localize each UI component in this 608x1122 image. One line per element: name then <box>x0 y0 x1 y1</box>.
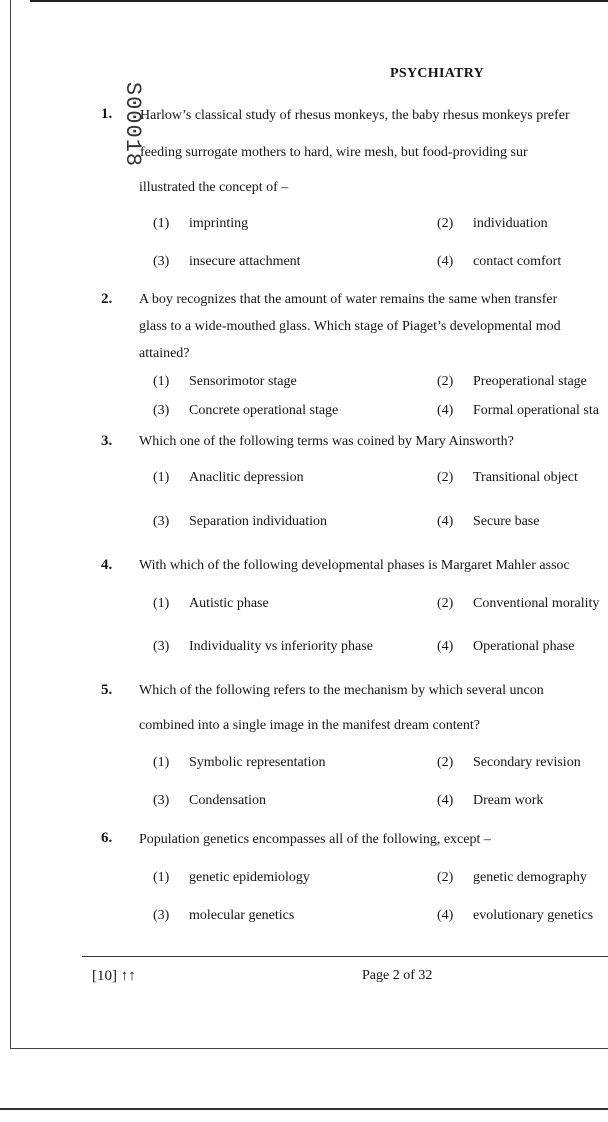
option-1[interactable] <box>153 755 325 771</box>
question-line: combined into a single image in the manifest dream content? <box>139 718 480 733</box>
question-line: With which of the following developmental phases is Margaret Mahler assoc <box>139 558 570 573</box>
question-line: feeding surrogate mothers to hard, wire mesh, but food-providing sur <box>140 145 528 160</box>
option-text: genetic epidemiology <box>189 870 310 885</box>
option-text: Secondary revision <box>473 755 581 770</box>
question-line: A boy recognizes that the amount of water remains the same when transfer <box>139 292 558 307</box>
serial-stamp: S00018 <box>120 81 146 168</box>
option-3[interactable] <box>153 254 301 270</box>
option-text: Conventional morality <box>473 596 600 611</box>
option-text: Symbolic representation <box>189 755 326 770</box>
option-text: Concrete operational stage <box>189 403 339 418</box>
option-2[interactable] <box>437 374 587 390</box>
option-3[interactable] <box>153 639 373 655</box>
question-number: 5. <box>101 682 113 698</box>
option-text: Sensorimotor stage <box>189 374 297 389</box>
option-text: Condensation <box>189 793 266 808</box>
question-number: 2. <box>101 291 113 307</box>
option-1[interactable] <box>153 470 304 486</box>
option-4[interactable] <box>437 908 593 924</box>
option-number: (3) <box>153 254 170 269</box>
option-text: individuation <box>473 216 548 231</box>
option-number: (4) <box>437 514 454 529</box>
option-number: (2) <box>437 216 454 231</box>
question-number: 1. <box>101 106 113 122</box>
option-number: (2) <box>437 870 454 885</box>
option-text: Transitional object <box>473 470 578 485</box>
option-number: (3) <box>153 908 170 923</box>
option-4[interactable] <box>437 254 561 270</box>
option-text: evolutionary genetics <box>473 908 594 923</box>
option-4[interactable] <box>437 403 599 419</box>
option-text: Separation individuation <box>189 514 328 529</box>
option-text: Operational phase <box>473 639 575 654</box>
option-text: genetic demography <box>473 870 587 885</box>
option-2[interactable] <box>437 755 581 771</box>
option-number: (2) <box>437 755 454 770</box>
question-line: Which one of the following terms was coined by Mary Ainsworth? <box>139 434 514 449</box>
question-line: Which of the following refers to the mechanism by which several uncon <box>139 683 544 698</box>
page-number: Page 2 of 32 <box>362 968 433 983</box>
option-4[interactable] <box>437 514 539 530</box>
option-3[interactable] <box>153 908 294 924</box>
option-3[interactable] <box>153 403 338 419</box>
option-4[interactable] <box>437 793 543 809</box>
option-number: (4) <box>437 403 454 418</box>
page-title: PSYCHIATRY <box>390 66 485 81</box>
option-4[interactable] <box>437 639 574 655</box>
bottom-scan-rule <box>0 1108 608 1110</box>
option-number: (1) <box>153 596 170 611</box>
option-2[interactable] <box>437 216 548 232</box>
option-1[interactable] <box>153 216 248 232</box>
question-line: attained? <box>139 346 190 361</box>
option-number: (3) <box>153 403 170 418</box>
question-line: Harlow’s classical study of rhesus monkeys, the baby rhesus monkeys prefer <box>140 108 570 123</box>
option-2[interactable] <box>437 470 578 486</box>
question-number: 6. <box>101 830 113 846</box>
option-text: molecular genetics <box>189 908 295 923</box>
option-number: (3) <box>153 514 170 529</box>
option-3[interactable] <box>153 514 327 530</box>
option-2[interactable] <box>437 596 599 612</box>
option-number: (1) <box>153 216 170 231</box>
option-text: Formal operational sta <box>473 403 599 418</box>
option-number: (3) <box>153 793 170 808</box>
option-2[interactable] <box>437 870 587 886</box>
option-text: Autistic phase <box>189 596 269 611</box>
option-text: Secure base <box>473 514 540 529</box>
question-line: Population genetics encompasses all of the following, except – <box>139 832 491 847</box>
question-number: 4. <box>101 557 113 573</box>
question-line: glass to a wide-mouthed glass. Which stage of Piaget’s developmental mod <box>139 319 561 334</box>
option-number: (1) <box>153 374 170 389</box>
option-text: Individuality vs inferiority phase <box>189 639 373 654</box>
question-line: illustrated the concept of – <box>139 180 289 195</box>
option-number: (4) <box>437 254 454 269</box>
option-3[interactable] <box>153 793 266 809</box>
option-number: (2) <box>437 470 454 485</box>
option-1[interactable] <box>153 870 310 886</box>
option-number: (3) <box>153 639 170 654</box>
option-1[interactable] <box>153 596 269 612</box>
option-number: (2) <box>437 374 454 389</box>
option-text: imprinting <box>189 216 249 231</box>
option-number: (1) <box>153 755 170 770</box>
option-text: contact comfort <box>473 254 562 269</box>
option-number: (4) <box>437 639 454 654</box>
option-text: Dream work <box>473 793 544 808</box>
option-number: (4) <box>437 793 454 808</box>
option-text: Anaclitic depression <box>189 470 304 485</box>
option-text: Preoperational stage <box>473 374 587 389</box>
option-number: (1) <box>153 870 170 885</box>
option-number: (1) <box>153 470 170 485</box>
question-number: 3. <box>101 433 113 449</box>
footer-divider <box>82 956 608 957</box>
footer-code: [10] ↑↑ <box>92 968 136 984</box>
option-number: (2) <box>437 596 454 611</box>
option-text: insecure attachment <box>189 254 301 269</box>
option-1[interactable] <box>153 374 297 390</box>
option-number: (4) <box>437 908 454 923</box>
